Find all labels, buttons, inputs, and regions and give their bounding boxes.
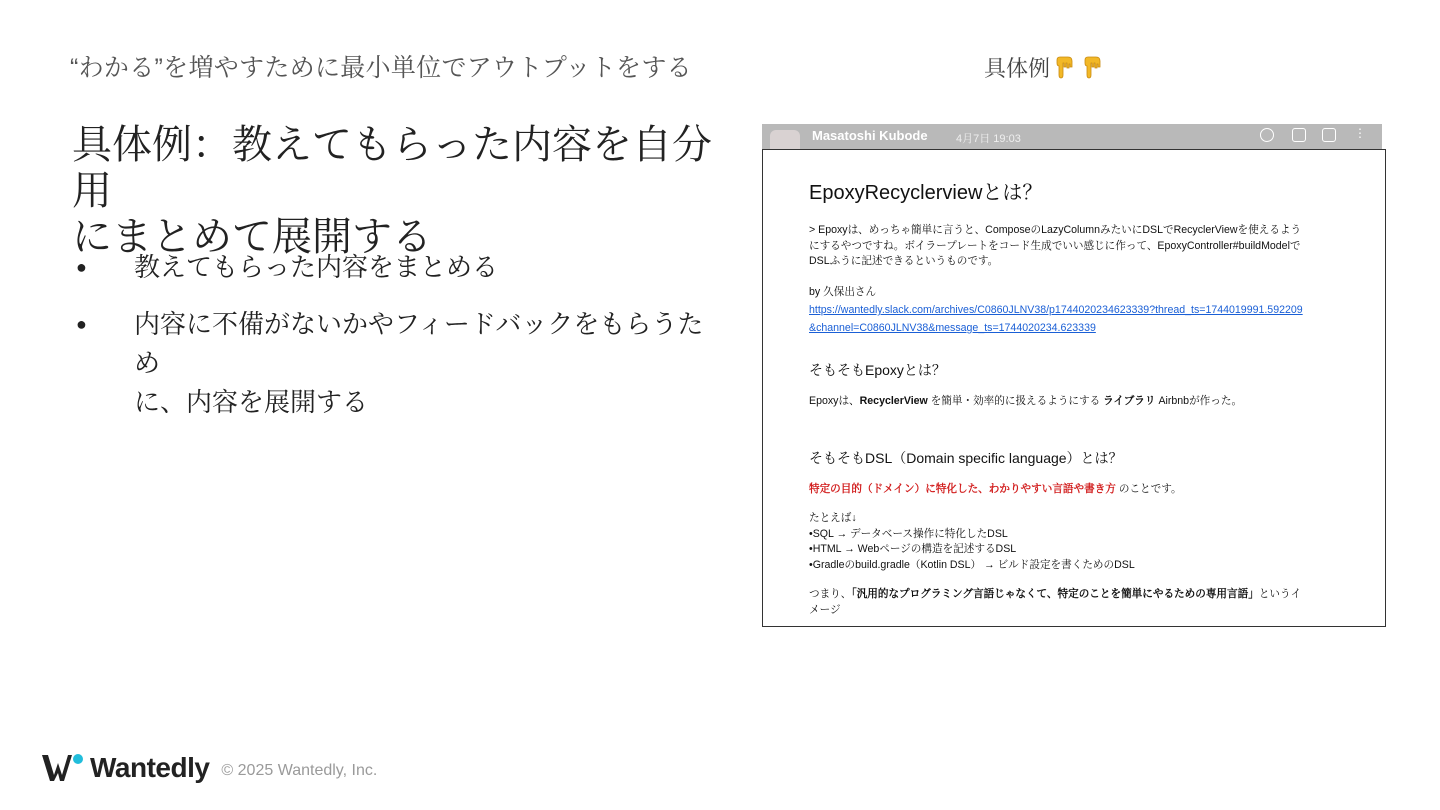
wantedly-logo-text: Wantedly [90, 752, 210, 783]
bullet-dot: ● [76, 257, 87, 277]
doc-example-line: •HTML → Webページの構造を記述するDSL [809, 543, 1017, 555]
slide-title-line: 具体例：教えてもらった内容を自分用 [72, 123, 712, 213]
bookmark-icon [1292, 128, 1306, 142]
doc-section-text [809, 482, 1349, 498]
doc-link-line[interactable]: &channel=C0860JLNV38&message_ts=1744020234.623339 [809, 322, 1096, 334]
footer [42, 752, 377, 784]
doc-quote-line: DSLふうに記述できるというものです。 [809, 255, 999, 267]
avatar [770, 130, 800, 150]
text-run: RecyclerView [859, 395, 928, 407]
slack-timestamp: 4月7日 19:03 [956, 133, 1021, 145]
doc-example-list [809, 511, 1349, 573]
text-run: というイ [1258, 588, 1302, 600]
text-run: を簡単・効率的に扱えるようにする [927, 395, 1104, 407]
slide-subtitle: “わかる”を増やすために最小単位でアウトプットをする [70, 54, 692, 82]
pointing-down-icon [1082, 55, 1106, 81]
bullet-list [72, 248, 722, 440]
text-run: Epoxyは、 [809, 395, 860, 407]
text-run: ライブラリ [1103, 395, 1156, 407]
reaction-icon [1260, 128, 1274, 142]
embedded-screenshot [762, 124, 1387, 627]
doc-example-line: たとえば↓ [809, 512, 857, 524]
doc-section-heading: そもそもDSL（Domain specific language）とは？ [809, 449, 1123, 466]
slide-title [72, 122, 712, 260]
doc-by-line: by 久保出さん [809, 285, 877, 298]
doc-quote-line: > Epoxyは、めっちゃ簡単に言うと、ComposeのLazyColumnみたいにDSLでRecyclerViewを使えるよう [809, 224, 1302, 236]
slack-message-header [762, 124, 1382, 150]
text-run: Airbnbが作った。 [1155, 395, 1243, 407]
pointing-down-icon [1054, 55, 1078, 81]
example-label-text: 具体例 [984, 56, 1051, 81]
example-label [984, 52, 1106, 83]
more-icon: ⋮ [1354, 126, 1366, 140]
text-run: 特定の目的（ドメイン）に特化した、わかりやすい言語や書き方 [809, 482, 1116, 495]
share-icon [1322, 128, 1336, 142]
bullet-text: 教えてもらった内容をまとめる [134, 252, 499, 282]
doc-summary [809, 587, 1349, 618]
doc-section-text [809, 394, 1349, 410]
copyright: © 2025 Wantedly, Inc. [221, 762, 378, 779]
slack-author: Masatoshi Kubode [812, 128, 928, 143]
text-run: つまり、 [809, 588, 852, 600]
bullet-text [134, 305, 722, 422]
document-panel [762, 149, 1386, 627]
bullet-text-line: に、内容を展開する [134, 387, 369, 417]
bullet-dot: ● [76, 314, 87, 334]
doc-quote-line: にするやつですね。ボイラープレートをコード生成でいい感じに作って、EpoxyController#buildModelで [809, 239, 1301, 252]
slide-title-line: にまとめて展開する [72, 215, 432, 259]
bullet-text-line: 内容に不備がないかやフィードバックをもらうため [134, 309, 704, 378]
doc-heading: EpoxyRecyclerviewとは？ [809, 182, 1043, 204]
text-run: のことです。 [1115, 482, 1182, 495]
bullet-item [72, 248, 722, 287]
doc-section-heading: そもそもEpoxyとは？ [809, 362, 946, 378]
doc-example-line: •SQL → データベース操作に特化したDSL [809, 527, 1008, 540]
text-run: メージ [809, 603, 841, 616]
doc-quote [809, 223, 1349, 270]
text-run: 「汎用的なプログラミング言語じゃなくて、特定のことを簡単にやるための専用言語」 [851, 588, 1259, 600]
doc-link[interactable] [809, 300, 1349, 336]
doc-example-line: •Gradleのbuild.gradle（Kotlin DSL） → ビルド設定を書くためのDSL [809, 558, 1135, 571]
bullet-item [72, 305, 722, 422]
doc-link-line[interactable]: https://wantedly.slack.com/archives/C0860JLNV38/p1744020234623339?thread_ts=1744019991.592209 [809, 304, 1303, 316]
wantedly-logo-icon [42, 753, 84, 783]
